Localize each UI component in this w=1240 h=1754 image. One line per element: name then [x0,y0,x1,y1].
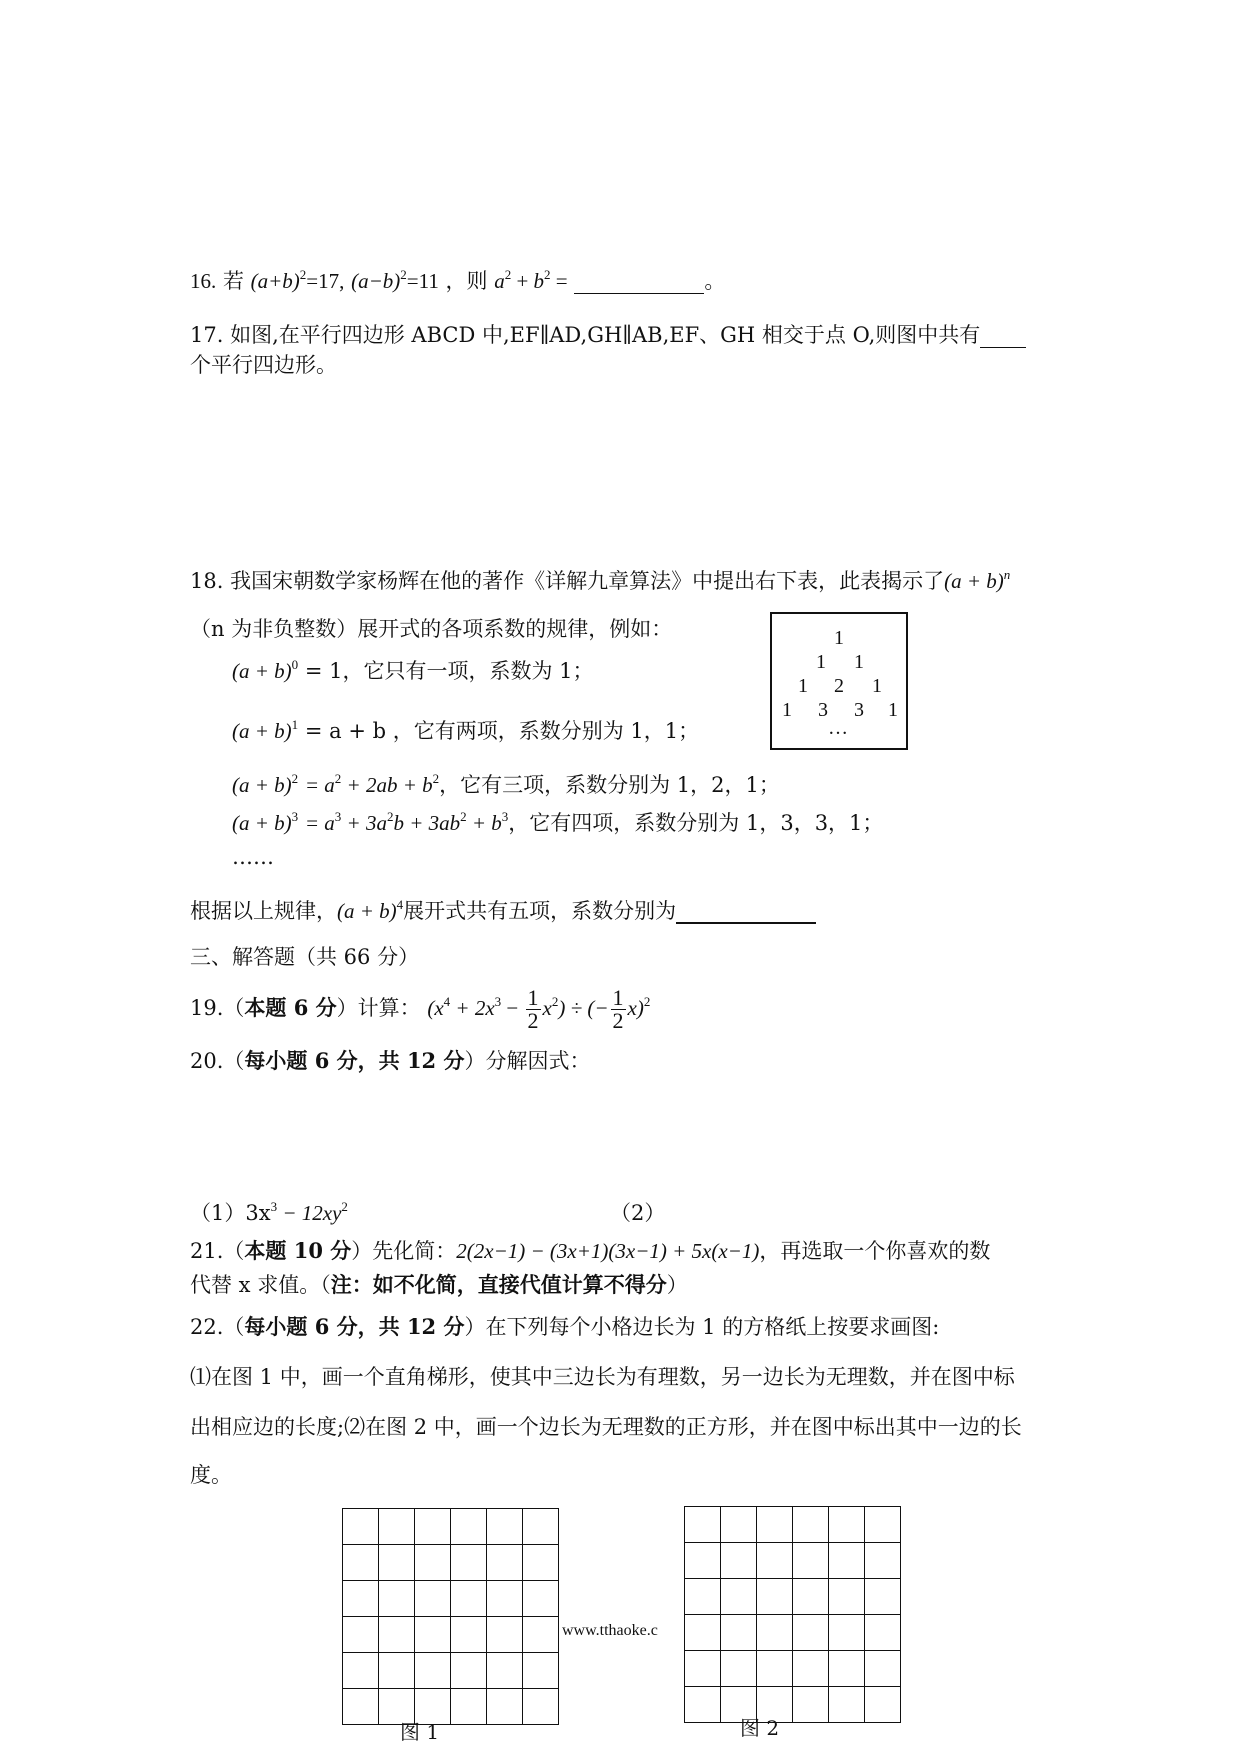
q18-e2-lhs: (a + b) [232,773,292,797]
q18-e3-lhs: (a + b) [232,811,292,835]
grid-cell[interactable] [343,1581,379,1617]
q18-e3-exp: 3 [291,809,299,824]
triangle-value: 1 [854,651,864,673]
grid-cell[interactable] [343,1689,379,1725]
q16-prefix: 若 [222,269,244,293]
grid-cell[interactable] [451,1617,487,1653]
q22-line1 [190,1312,939,1342]
grid-cell[interactable] [865,1651,901,1687]
grid-cell[interactable] [757,1615,793,1651]
q21-post: ）先化简： [351,1239,457,1263]
grid-cell[interactable] [757,1651,793,1687]
q18-answer-blank[interactable] [676,900,816,924]
grid-cell[interactable] [451,1689,487,1725]
q18-e2-rhs2: + 2ab + b [341,773,433,797]
q20-points: 每小题 6 分，共 12 分 [244,1048,465,1073]
grid-cell[interactable] [415,1653,451,1689]
grid-cell[interactable] [793,1579,829,1615]
q22-line3: 出相应边的长度;⑵在图 2 中，画一个边长为无理数的正方形，并在图中标出其中一边的长 [190,1415,1022,1439]
q16-exp2: 2 [400,267,407,282]
yanghui-triangle-box [770,612,908,750]
q21-points: 本题 10 分 [244,1238,352,1263]
grid-cell[interactable] [379,1545,415,1581]
grid-cell[interactable] [793,1507,829,1543]
grid-cell[interactable] [757,1543,793,1579]
grid-cell[interactable] [415,1509,451,1545]
grid-cell[interactable] [451,1509,487,1545]
grid-cell[interactable] [487,1509,523,1545]
q18-line1 [190,566,1010,596]
q18-e2-rhs2-exp: 2 [432,771,440,786]
grid-cell[interactable] [829,1579,865,1615]
grid-cell[interactable] [379,1653,415,1689]
q19-e1x: 4 [443,994,451,1009]
q17-line2: 个平行四边形。 [190,353,337,377]
triangle-value: 1 [888,699,898,721]
q19-e6x: 2 [643,994,651,1009]
q21-note: 注：如不化简，直接代值计算不得分 [330,1272,667,1297]
q18-example2 [232,770,780,800]
q20-p1x: 3 [270,1199,278,1214]
grid-cell[interactable] [685,1687,721,1723]
q19-e2x: 3 [494,994,502,1009]
q19-e1: (x [427,996,444,1020]
q16-answer-blank[interactable] [574,271,704,294]
fraction-denominator: 2 [612,1008,624,1033]
grid-cell[interactable] [685,1543,721,1579]
q22-points: 每小题 6 分，共 12 分 [244,1314,465,1339]
q18-concl-post: 展开式共有五项，系数分别为 [403,899,677,923]
grid-cell[interactable] [721,1615,757,1651]
q18-e0-lhs: (a + b) [232,659,292,683]
grid-cell[interactable] [829,1651,865,1687]
grid-cell[interactable] [343,1617,379,1653]
q22-post: ）在下列每个小格边长为 1 的方格纸上按要求画图: [464,1315,940,1339]
fraction-numerator: 1 [527,985,539,1010]
q19-fraction2 [611,987,626,1032]
grid-cell[interactable] [523,1653,559,1689]
q18-example0 [232,656,594,686]
triangle-value: 1 [782,699,792,721]
q20-part2: （2） [610,1201,666,1225]
grid-cell[interactable] [451,1581,487,1617]
q19-line [190,984,650,1032]
q16-expr2: (a−b) [351,269,401,293]
q19-e6: x) [627,996,644,1020]
q16-a-exp: 2 [504,267,512,282]
grid-cell[interactable] [757,1579,793,1615]
q18-text1: 18. 我国宋朝数学家杨辉在他的著作《详解九章算法》中提出右下表，此表揭示了 [190,569,945,593]
q16-expr1: (a+b) [250,269,300,293]
q21-number: 21.（ [190,1239,245,1263]
grid-cell[interactable] [343,1545,379,1581]
q18-e2-rhs-exp: 2 [334,771,342,786]
grid-cell[interactable] [757,1507,793,1543]
grid-cell[interactable] [523,1689,559,1725]
grid-cell[interactable] [685,1651,721,1687]
q18-e3-e: 2 [460,809,467,824]
grid-cell[interactable] [379,1509,415,1545]
grid-cell[interactable] [523,1509,559,1545]
grid-cell[interactable] [829,1507,865,1543]
q22-line4: 度。 [190,1463,232,1487]
grid-cell[interactable] [343,1509,379,1545]
q18-e3-d: b + 3ab [393,811,461,835]
grid-row [343,1581,559,1617]
triangle-ellipsis: … [828,717,848,739]
q18-e3-c: 2 [386,809,394,824]
grid-cell[interactable] [487,1545,523,1581]
q18-e1-lhs: (a + b) [232,719,292,743]
q18-example3 [232,808,883,838]
q18-e3-rest: ，它有四项，系数分别为 1，3，3，1； [508,811,884,835]
grid-cell[interactable] [865,1687,901,1723]
grid-row [343,1689,559,1725]
q18-e3-b: + 3a [341,811,387,835]
grid-cell[interactable] [523,1545,559,1581]
q16-val2: =11 [406,269,439,293]
q20-p1bx: 2 [341,1199,348,1214]
q19-minus: − [501,996,524,1020]
q18-e3-rhs: = a [304,811,335,835]
q21-post2: ，再选取一个你喜欢的数 [759,1239,991,1263]
triangle-value: 1 [798,675,808,697]
grid-row [343,1509,559,1545]
q16-number: 16. [190,269,217,293]
grid-row [685,1615,901,1651]
grid-cell[interactable] [523,1617,559,1653]
q17-answer-blank[interactable] [980,325,1026,348]
q16-b: b [533,269,545,293]
grid-row [685,1651,901,1687]
q18-e0-exp: 0 [291,657,299,672]
grid-cell[interactable] [721,1507,757,1543]
q20-line [190,1046,591,1076]
triangle-value: 1 [834,627,844,649]
grid-cell[interactable] [865,1579,901,1615]
q22-line2: ⑴在图 1 中，画一个直角梯形，使其中三边长为有理数，另一边长为无理数，并在图中标 [190,1365,1015,1389]
grid-cell[interactable] [487,1689,523,1725]
grid-row [343,1617,559,1653]
grid-row [685,1507,901,1543]
grid-cell[interactable] [415,1545,451,1581]
triangle-value: 1 [816,651,826,673]
figure-1-caption: 图 1 [400,1720,440,1744]
grid-cell[interactable] [721,1543,757,1579]
grid-row [343,1545,559,1581]
q18-example1 [232,716,699,746]
q16-a: a [494,269,505,293]
grid-cell[interactable] [829,1615,865,1651]
q18-exp: n [1003,567,1011,582]
fraction-denominator: 2 [527,1008,539,1033]
q19-fraction [526,987,541,1032]
triangle-value: 2 [834,675,844,697]
grid-cell[interactable] [829,1687,865,1723]
q18-dots: …… [232,845,274,869]
q19-e5: ) ÷ (− [558,996,609,1020]
q18-e3-g: 3 [501,809,509,824]
grid-cell[interactable] [415,1581,451,1617]
grid-row [685,1579,901,1615]
q16-plus: + [511,269,534,293]
q20-part1 [190,1198,348,1228]
triangle-value: 3 [818,699,828,721]
figure-2-caption: 图 2 [740,1716,780,1740]
q16-line [190,266,725,296]
grid-cell[interactable] [415,1617,451,1653]
q18-line2: （n 为非负整数）展开式的各项系数的规律，例如： [190,617,673,641]
q21-line2a: 代替 x 求值。（ [190,1273,331,1297]
q18-e2-rhs: = a [304,773,335,797]
grid-figure-2[interactable] [684,1506,901,1723]
grid-cell[interactable] [487,1617,523,1653]
q16-val1: =17, [306,269,345,293]
grid-cell[interactable] [487,1653,523,1689]
q16-mid: ，则 [445,269,488,293]
watermark: www.tthaoke.c [562,1622,658,1639]
q21-line2 [190,1270,688,1300]
grid-cell[interactable] [379,1617,415,1653]
q17-text1: 17. 如图,在平行四边形 ABCD 中,EF∥AD,GH∥AB,EF、GH 相交于点 O,则图中共有 [190,323,981,347]
grid-cell[interactable] [721,1651,757,1687]
fraction-numerator: 1 [612,985,624,1010]
grid-cell[interactable] [451,1653,487,1689]
q18-e2-exp: 2 [291,771,299,786]
grid-cell[interactable] [793,1687,829,1723]
q16-suffix: 。 [704,269,726,293]
q20-p1: （1）3x [190,1201,271,1225]
grid-cell[interactable] [343,1653,379,1689]
q19-e4: x [542,996,552,1020]
grid-cell[interactable] [379,1581,415,1617]
q19-points: 本题 6 分 [244,995,337,1020]
q18-concl-expr: (a + b) [337,899,397,923]
q18-conclusion [190,896,816,926]
grid-cell[interactable] [685,1615,721,1651]
q18-e1-rest: = a + b ，它有两项，系数分别为 1，1； [304,719,700,743]
q19-e2: + 2x [450,996,495,1020]
q20-number: 20.（ [190,1049,245,1073]
grid-row [685,1687,901,1723]
grid-cell[interactable] [793,1651,829,1687]
q16-eq: = [550,269,568,293]
grid-row [343,1653,559,1689]
q19-number: 19.（ [190,996,245,1020]
q18-e0-rest: = 1，它只有一项，系数为 1； [304,659,594,683]
q18-e1-exp: 1 [291,717,299,732]
q19-post: ）计算： [336,996,421,1020]
q18-concl-pre: 根据以上规律， [190,899,337,923]
q21-line1 [190,1236,990,1266]
q17-line1 [190,320,1026,350]
grid-cell[interactable] [865,1507,901,1543]
grid-cell[interactable] [721,1579,757,1615]
q21-expression: 2(2x−1) − (3x+1)(3x−1) + 5x(x−1) [456,1239,760,1263]
q16-exp1: 2 [299,267,307,282]
triangle-value: 3 [854,699,864,721]
section-title: 三、解答题（共 66 分） [190,945,420,969]
grid-cell[interactable] [523,1581,559,1617]
triangle-value: 1 [872,675,882,697]
q21-line2b: ） [666,1273,688,1297]
grid-cell[interactable] [829,1543,865,1579]
grid-cell[interactable] [793,1615,829,1651]
grid-cell[interactable] [487,1581,523,1617]
grid-figure-1[interactable] [342,1508,559,1725]
grid-cell[interactable] [451,1545,487,1581]
q18-expr: (a + b) [944,569,1004,593]
q18-e3-f: + b [466,811,502,835]
grid-cell[interactable] [685,1579,721,1615]
grid-cell[interactable] [865,1615,901,1651]
q22-number: 22.（ [190,1315,245,1339]
grid-row [685,1543,901,1579]
grid-cell[interactable] [793,1543,829,1579]
q20-p1b: − 12xy [277,1201,342,1225]
q18-e3-a: 3 [334,809,342,824]
q18-concl-exp: 4 [396,897,404,912]
q19-e4x: 2 [551,994,559,1009]
grid-cell[interactable] [865,1543,901,1579]
q18-e2-rest: ，它有三项，系数分别为 1，2，1； [439,773,780,797]
q20-post: ）分解因式： [464,1049,591,1073]
grid-cell[interactable] [685,1507,721,1543]
q16-b-exp: 2 [544,267,551,282]
